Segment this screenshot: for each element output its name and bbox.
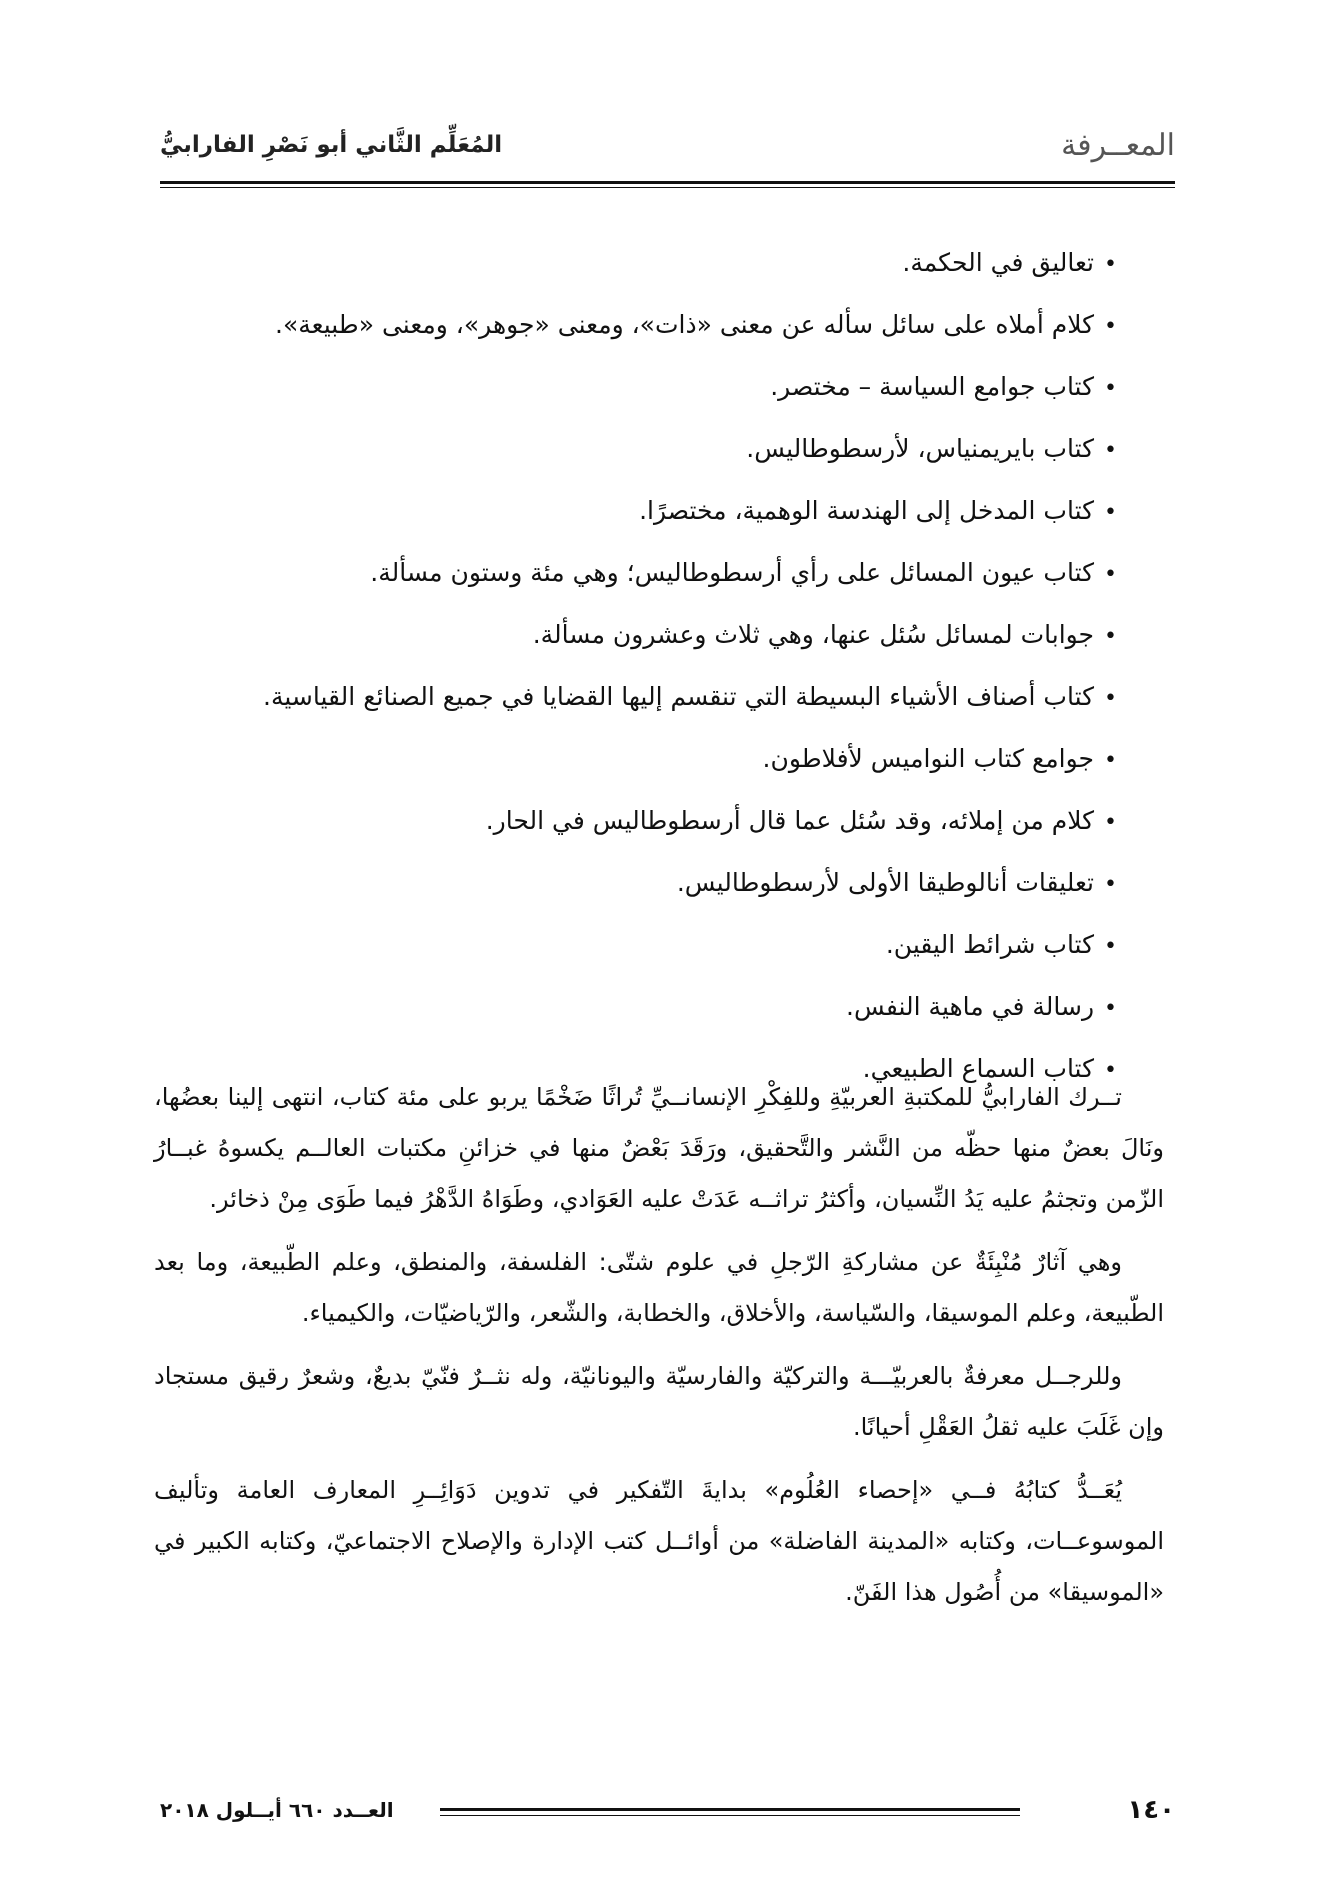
list-item [117, 542, 1117, 604]
paragraph: يُعَــدُّ كتابُهُ فــي «إحصاء العُلُوم» بدايةَ التّفكير في تدوين دَوَائِــرِ المعارف العامة وتأليف الموسوعــات، وكتابه «المدينة الفاضلة» من أوائــل كتب الإدارة والإصلاح الاجتماعيّ، وكتابه الكبير في «الموسيقا» من أُصُول هذا الفَنّ. [154, 1476, 1164, 1606]
list-item-text: كتاب المدخل إلى الهندسة الوهمية، مختصرًا. [639, 496, 1095, 525]
running-title: المُعَلِّم الثَّاني أبو نَصْرِ الفارابيُّ [160, 132, 503, 158]
list-item [117, 790, 1117, 852]
bullet-icon: • [1104, 314, 1117, 339]
bullet-icon: • [1104, 252, 1117, 277]
books-list-section [117, 232, 1117, 1100]
list-item [117, 728, 1117, 790]
header-rule-thick [160, 181, 1175, 184]
bullet-icon: • [1104, 438, 1117, 463]
bullet-icon: • [1104, 500, 1117, 525]
list-item [117, 976, 1117, 1038]
list-item [117, 232, 1117, 294]
bullet-icon: • [1104, 872, 1117, 897]
magazine-logo: المعــرفة [1061, 128, 1175, 163]
list-item-text: رسالة في ماهية النفس. [846, 992, 1095, 1021]
list-item-text: تعاليق في الحكمة. [902, 248, 1095, 277]
list-item-text: جوابات لمسائل سُئل عنها، وهي ثلاث وعشرون مسألة. [532, 620, 1095, 649]
footer-rule-thick [440, 1808, 1020, 1811]
list-item [117, 852, 1117, 914]
list-item [117, 480, 1117, 542]
list-item [117, 604, 1117, 666]
bullet-icon: • [1104, 748, 1117, 773]
paragraph: وللرجــل معرفةٌ بالعربيّـــة والتركيّة والفارسيّة واليونانيّة، وله نثــرٌ فنّيّ بديعٌ، وشعرٌ رقيق مستجاد وإن غَلَبَ عليه ثقلُ العَقْلِ أحيانًا. [154, 1362, 1164, 1441]
bullet-icon: • [1104, 810, 1117, 835]
bullet-icon: • [1104, 376, 1117, 401]
list-item [117, 356, 1117, 418]
bullet-icon: • [1104, 996, 1117, 1021]
list-item-text: كلام من إملائه، وقد سُئل عما قال أرسطوطاليس في الحار. [485, 806, 1095, 835]
list-item-text: كتاب السماع الطبيعي. [862, 1054, 1095, 1083]
bullet-icon: • [1104, 934, 1117, 959]
list-item [117, 914, 1117, 976]
list-item-text: كتاب جوامع السياسة – مختصر. [770, 372, 1095, 401]
list-item [117, 418, 1117, 480]
bullet-icon: • [1104, 686, 1117, 711]
list-item-text: جوامع كتاب النواميس لأفلاطون. [762, 744, 1095, 773]
bullet-icon: • [1104, 562, 1117, 587]
bullet-icon: • [1104, 624, 1117, 649]
books-list [117, 232, 1117, 1100]
list-item-text: كتاب عيون المسائل على رأي أرسطوطاليس؛ وهي مئة وستون مسألة. [370, 558, 1095, 587]
list-item-text: كلام أملاه على سائل سأله عن معنى «ذات»، ومعنى «جوهر»، ومعنى «طبيعة». [275, 310, 1095, 339]
page-header [160, 128, 1175, 168]
list-item-text: تعليقات أنالوطيقا الأولى لأرسطوطاليس. [676, 868, 1095, 897]
list-item [117, 666, 1117, 728]
paragraph: وهي آثارٌ مُنْبِئَةٌ عن مشاركةِ الرّجلِ في علوم شتّى: الفلسفة، والمنطق، وعلم الطّبيعة، وما بعد الطّبيعة، وعلم الموسيقا، والسّياسة، والأخلاق، والخطابة، والشّعر، والرّياضيّات، والكيمياء. [154, 1248, 1164, 1327]
list-item-text: كتاب شرائط اليقين. [885, 930, 1095, 959]
header-rule-thin [160, 187, 1175, 188]
issue-info: العــدد ٦٦٠ أيــلول ٢٠١٨ [160, 1798, 394, 1822]
list-item [117, 294, 1117, 356]
list-item-text: كتاب بايريمنياس، لأرسطوطاليس. [746, 434, 1095, 463]
body-text [154, 1072, 1164, 1630]
page-number: ١٤٠ [1127, 1795, 1175, 1825]
paragraph: تــرك الفارابيُّ للمكتبةِ العربيّةِ وللفِكْرِ الإنسانــيِّ تُراثًا ضَخْمًا يربو على مئة كتاب، انتهى إلينا بعضُها، ونَالَ بعضٌ منها حظّه من النَّشر والتَّحقيق، ورَقَدَ بَعْضٌ منها في خزائنِ مكتبات العالــم يكسوهُ غبــارُ الزّمن وتجثمُ عليه يَدُ النِّسيان، وأكثرُ تراثــه عَدَتْ عليه العَوَادي، وطَوَاهُ الدَّهْرُ فيما طَوَى مِنْ ذخائر. [154, 1083, 1164, 1213]
bullet-icon: • [1104, 1058, 1117, 1083]
list-item-text: كتاب أصناف الأشياء البسيطة التي تنقسم إليها القضايا في جميع الصنائع القياسية. [263, 682, 1095, 711]
footer-rule-thin [440, 1815, 1020, 1816]
